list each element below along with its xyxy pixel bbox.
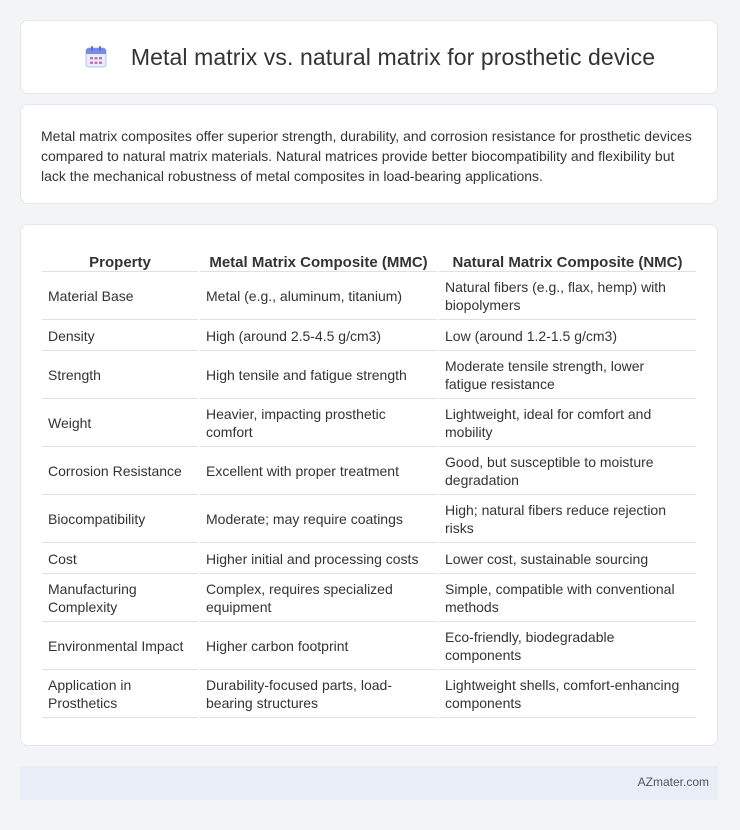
table-header-row: [42, 245, 696, 272]
mmc-cell: Excellent with proper treatment: [200, 447, 437, 495]
calendar-icon: [83, 44, 109, 70]
property-cell: Material Base: [42, 272, 198, 320]
property-cell: Manufacturing Complexity: [42, 574, 198, 622]
column-header-nmc: Natural Matrix Composite (NMC): [439, 245, 696, 272]
mmc-cell: Durability-focused parts, load-bearing structures: [200, 670, 437, 718]
mmc-cell: High (around 2.5-4.5 g/cm3): [200, 320, 437, 351]
nmc-cell: Low (around 1.2-1.5 g/cm3): [439, 320, 696, 351]
table-row: [42, 320, 696, 351]
mmc-cell: Higher initial and processing costs: [200, 543, 437, 574]
title-card: [20, 20, 718, 94]
table-row: [42, 543, 696, 574]
property-cell: Strength: [42, 351, 198, 399]
nmc-cell: Lightweight shells, comfort-enhancing components: [439, 670, 696, 718]
table-row: [42, 351, 696, 399]
mmc-cell: High tensile and fatigue strength: [200, 351, 437, 399]
nmc-cell: High; natural fibers reduce rejection risks: [439, 495, 696, 543]
property-cell: Density: [42, 320, 198, 351]
property-cell: Weight: [42, 399, 198, 447]
table-row: [42, 272, 696, 320]
table-row: [42, 670, 696, 718]
table-row: [42, 622, 696, 670]
nmc-cell: Natural fibers (e.g., flax, hemp) with biopolymers: [439, 272, 696, 320]
summary-card: [20, 104, 718, 204]
footer-bar: [20, 766, 718, 800]
page-title: Metal matrix vs. natural matrix for prosthetic device: [130, 43, 656, 70]
property-cell: Environmental Impact: [42, 622, 198, 670]
mmc-cell: Moderate; may require coatings: [200, 495, 437, 543]
mmc-cell: Higher carbon footprint: [200, 622, 437, 670]
nmc-cell: Eco-friendly, biodegradable components: [439, 622, 696, 670]
nmc-cell: Lightweight, ideal for comfort and mobility: [439, 399, 696, 447]
mmc-cell: Complex, requires specialized equipment: [200, 574, 437, 622]
property-cell: Cost: [42, 543, 198, 574]
nmc-cell: Good, but susceptible to moisture degradation: [439, 447, 696, 495]
property-cell: Biocompatibility: [42, 495, 198, 543]
mmc-cell: Metal (e.g., aluminum, titanium): [200, 272, 437, 320]
table-row: [42, 447, 696, 495]
column-header-property: Property: [42, 245, 198, 272]
nmc-cell: Lower cost, sustainable sourcing: [439, 543, 696, 574]
summary-text: Metal matrix composites offer superior strength, durability, and corrosion resistance for prosthetic devices compared to natural matrix materials. Natural matrices provide better biocompatibility and flexibility but lack the mechanical robustness of metal composites in load-bearing applications.: [41, 128, 692, 184]
nmc-cell: Simple, compatible with conventional methods: [439, 574, 696, 622]
property-cell: Corrosion Resistance: [42, 447, 198, 495]
column-header-mmc: Metal Matrix Composite (MMC): [200, 245, 437, 272]
property-cell: Application in Prosthetics: [42, 670, 198, 718]
footer-brand: AZmater.com: [637, 775, 709, 789]
comparison-table-card: [20, 224, 718, 746]
mmc-cell: Heavier, impacting prosthetic comfort: [200, 399, 437, 447]
comparison-table: [40, 245, 698, 718]
table-row: [42, 399, 696, 447]
table-row: [42, 574, 696, 622]
table-row: [42, 495, 696, 543]
nmc-cell: Moderate tensile strength, lower fatigue resistance: [439, 351, 696, 399]
